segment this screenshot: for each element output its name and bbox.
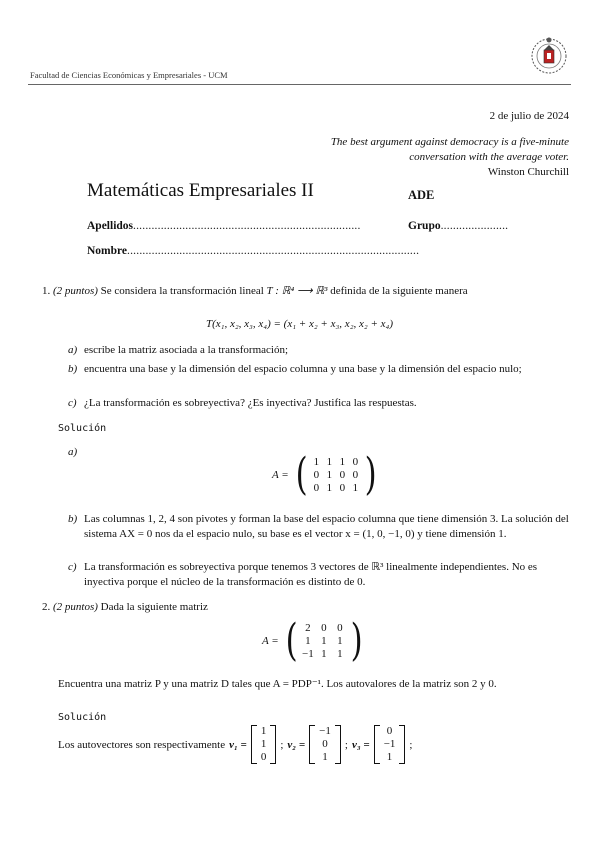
q1-item-b-text: encuentra una base y la dimensión del espacio columna y una base y la dimensión del espacio nulo;	[84, 363, 522, 375]
q1-item-a-label: a)	[68, 344, 78, 356]
q1-item-a	[68, 343, 576, 358]
matrix-cell: 1	[352, 482, 359, 494]
matrix-cell: 1	[305, 635, 311, 647]
nombre-field[interactable]	[87, 245, 419, 257]
bracket-right	[335, 725, 341, 764]
separator: ;	[344, 738, 348, 751]
course-title: Matemáticas Empresariales II	[87, 180, 314, 201]
separator: ;	[280, 738, 284, 751]
q1-sol-b-label: b)	[68, 513, 78, 525]
nombre-label: Nombre	[87, 245, 128, 257]
v1-name: v₁ =	[229, 738, 247, 751]
matrix-cell: 0	[337, 622, 343, 634]
matrix-cell: 0	[352, 456, 359, 468]
university-seal-logo	[530, 34, 568, 78]
quote-line-1: The best argument against democracy is a five-minute	[330, 136, 569, 148]
apellidos-label: Apellidos	[87, 220, 134, 232]
q2-matrix-name: A =	[262, 635, 279, 647]
degree-label: ADE	[408, 188, 435, 202]
apellidos-field[interactable]	[87, 220, 361, 232]
q1-matrix-name: A =	[272, 469, 289, 481]
q1-item-b-label: b)	[68, 363, 78, 375]
matrix-cell: 1	[326, 456, 333, 468]
matrix-cell: 0	[339, 482, 346, 494]
vector-entry: −1	[383, 738, 396, 750]
q2-number: 2.	[42, 601, 51, 613]
vector-entry: 1	[386, 751, 393, 763]
quote-block	[249, 135, 569, 180]
nombre-dots: ...............................................................................................	[127, 245, 420, 257]
q1-sol-b	[68, 512, 576, 541]
matrix-cell: 1	[321, 635, 327, 647]
q2-eigen-text: Los autovectores son respectivamente	[58, 738, 226, 751]
q1-item-b	[68, 362, 576, 377]
vector-entry: 1	[322, 751, 328, 763]
matrix-cell: 0	[352, 469, 359, 481]
grupo-label: Grupo	[408, 220, 441, 232]
q1-text-b: definida de la siguiente manera	[330, 285, 468, 297]
bracket-right	[399, 725, 405, 764]
exam-date: 2 de julio de 2024	[489, 110, 569, 122]
matrix-cell: 0	[339, 469, 346, 481]
v3-vector	[374, 725, 406, 764]
q1-sol-c	[68, 560, 576, 589]
v1-vector	[251, 725, 277, 764]
matrix-cell: 1	[321, 648, 327, 660]
vector-entry: 0	[260, 751, 267, 763]
question-1	[42, 284, 577, 299]
q1-formula: T(x₁, x₂, x₃, x₄) = (x₁ + x₂ + x₃, x₂, x₂ + x₄)	[205, 318, 394, 330]
separator: ;	[409, 738, 413, 751]
q1-sol-b-text: Las columnas 1, 2, 4 son pivotes y forman la base del espacio columna que tiene dimensión 3. La solución del sistema AX = 0 nos da el espacio nulo, su base es el vector x = (1, 0, −1, 0) y tiene dimensión 1.	[84, 513, 569, 540]
q2-solution-label: Solución	[58, 712, 107, 723]
apellidos-dots: ..........................................................................	[133, 220, 361, 232]
q1-item-c-label: c)	[68, 397, 77, 409]
q2-statement: Encuentra una matriz P y una matriz D tales que A = PDP⁻¹. Los autovalores de la matriz son 2 y 0.	[58, 678, 497, 690]
matrix-cell: 2	[305, 622, 311, 634]
q1-sol-c-text: La transformación es sobreyectiva porque tenemos 3 vectores de ℝ³ linealmente independientes. No es inyectiva porque el núcleo de la transformación es distinto de 0.	[84, 561, 538, 588]
matrix-cell: 1	[326, 469, 333, 481]
q1-text-a: Se considera la transformación lineal	[100, 285, 264, 297]
q1-item-a-text: escribe la matriz asociada a la transformación;	[84, 344, 289, 356]
q1-points: (2 puntos)	[53, 285, 98, 297]
q1-number: 1.	[42, 285, 51, 297]
matrix-cell: 1	[313, 456, 320, 468]
q1-matrix-right-paren: )	[364, 449, 377, 500]
vector-entry: 0	[386, 725, 393, 737]
header-rule	[28, 84, 571, 85]
vector-entry: 0	[322, 738, 328, 750]
q2-eigenvectors	[58, 725, 412, 764]
matrix-cell: 1	[337, 635, 343, 647]
v1-column	[257, 725, 271, 764]
q1-solution-label: Solución	[58, 423, 107, 434]
q1-item-c-text: ¿La transformación es sobreyectiva? ¿Es inyectiva? Justifica las respuestas.	[84, 397, 417, 409]
q1-matrix	[310, 456, 362, 494]
q1-map: T : ℝ⁴ ⟶ ℝ³	[266, 285, 328, 297]
q2-matrix-block	[262, 615, 365, 666]
matrix-cell: 0	[321, 622, 327, 634]
matrix-cell: 0	[313, 469, 320, 481]
quote-author: Winston Churchill	[487, 166, 569, 178]
matrix-cell: −1	[302, 648, 314, 660]
v3-column	[380, 725, 400, 764]
vector-entry: −1	[319, 725, 331, 737]
q1-sol-c-label: c)	[68, 561, 77, 573]
matrix-cell: 1	[337, 648, 343, 660]
matrix-cell: 1	[326, 482, 333, 494]
vector-entry: 1	[260, 725, 267, 737]
faculty-header: Facultad de Ciencias Económicas y Empresariales - UCM	[30, 70, 228, 80]
q2-text: Dada la siguiente matriz	[100, 601, 208, 613]
bracket-right	[270, 725, 276, 764]
v3-name: v₃ =	[351, 738, 370, 751]
q2-matrix	[300, 622, 348, 660]
v2-name: v₂ =	[287, 738, 306, 751]
question-2	[42, 600, 577, 615]
v2-vector	[309, 725, 341, 764]
q2-matrix-left-paren: (	[285, 615, 298, 666]
grupo-field[interactable]	[408, 220, 508, 232]
q1-matrix-block	[272, 449, 379, 500]
q1-item-c	[68, 396, 576, 411]
grupo-dots: ......................	[440, 220, 509, 232]
q1-sol-a-label: a)	[68, 446, 78, 458]
q2-points: (2 puntos)	[53, 601, 98, 613]
matrix-cell: 0	[313, 482, 320, 494]
vector-entry: 1	[260, 738, 267, 750]
q2-matrix-right-paren: )	[350, 615, 363, 666]
q1-matrix-left-paren: (	[295, 449, 308, 500]
quote-line-2: conversation with the average voter.	[409, 151, 569, 163]
v2-column	[315, 725, 335, 764]
matrix-cell: 1	[339, 456, 346, 468]
